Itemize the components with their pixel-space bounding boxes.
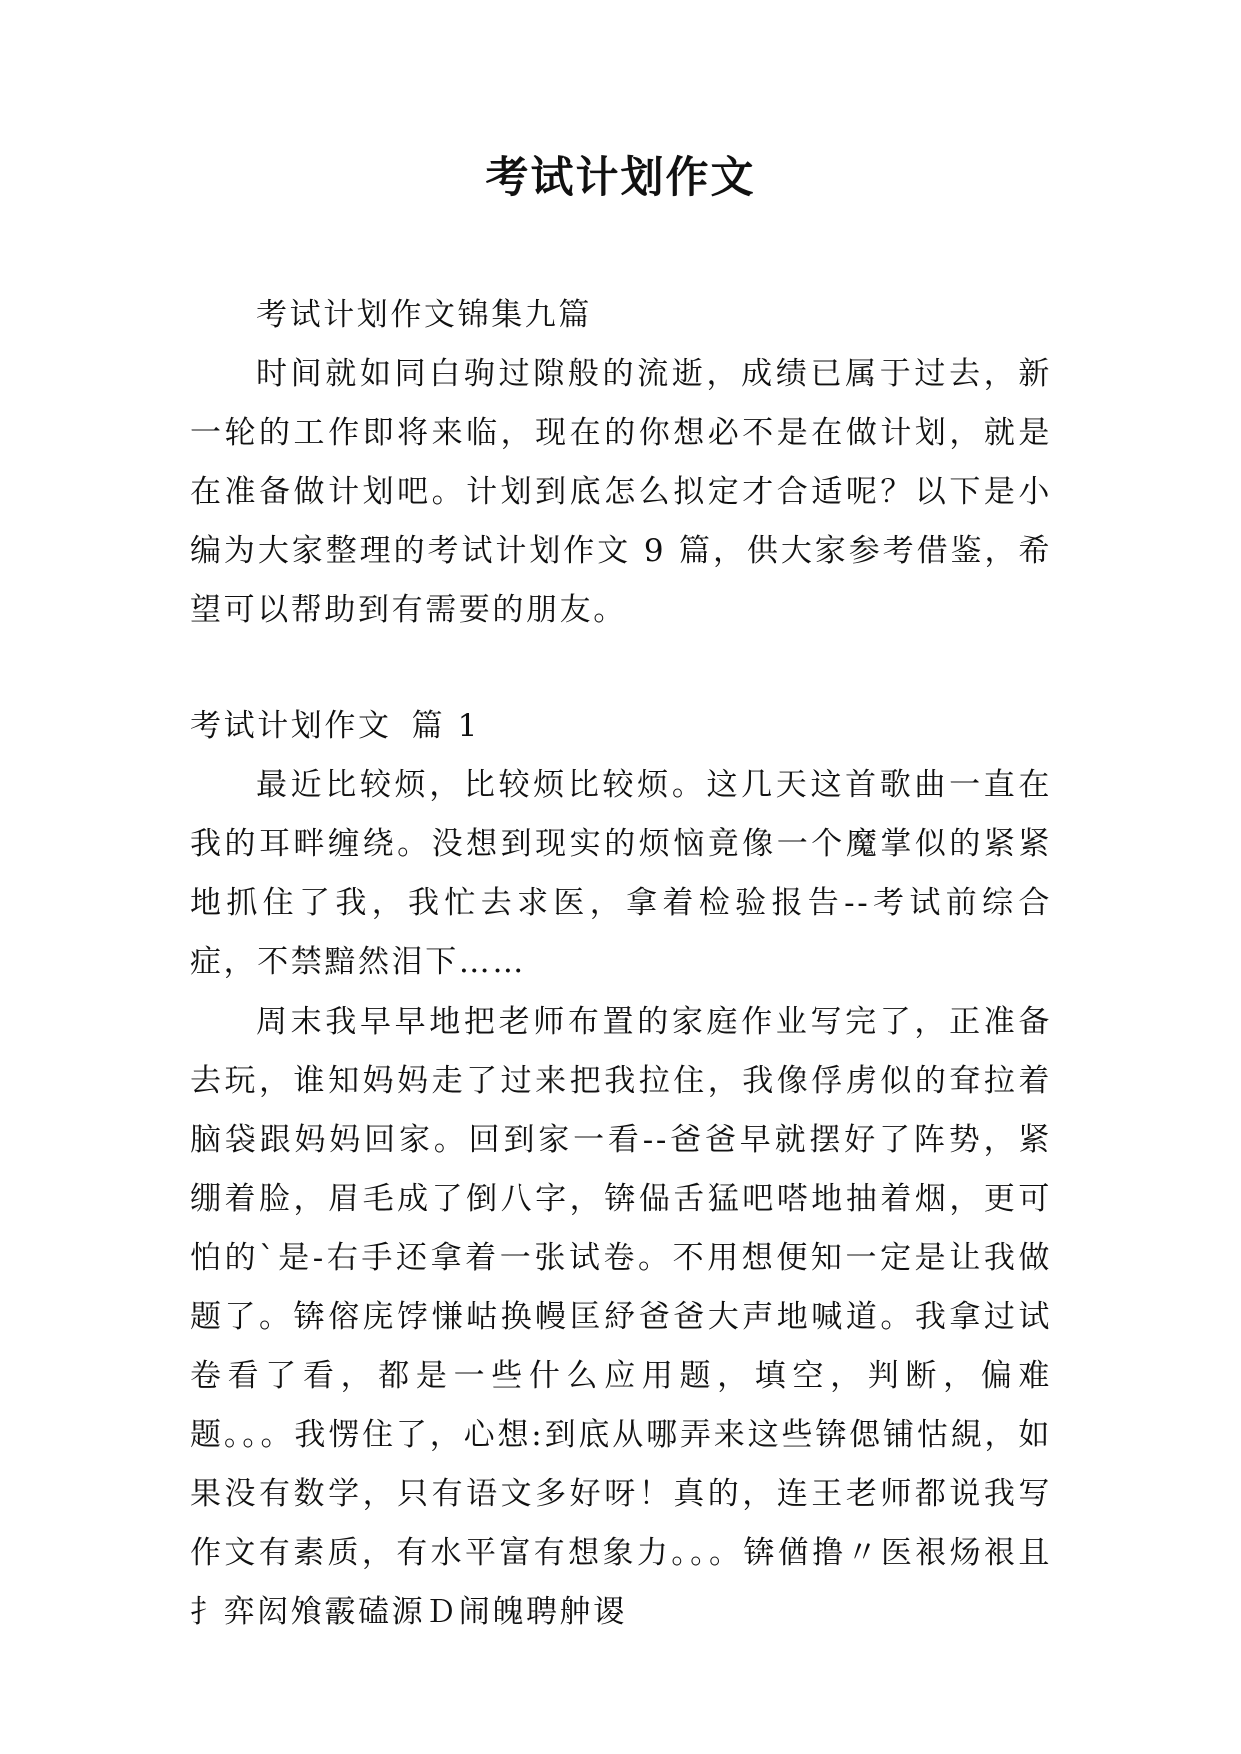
document-subtitle: 考试计划作文锦集九篇 — [256, 297, 592, 333]
section-heading — [190, 697, 480, 756]
body-paragraph-2: 周末我早早地把老师布置的家庭作业写完了，正准备去玩，谁知妈妈走了过来把我拉住，我像俘虏似的耷拉着脑袋跟妈妈回家。回到家一看--爸爸早就摆好了阵势，紧绷着脸，眉毛成了倒八字，锛偘舌猛吧嗒地抽着烟，更可怕的`是-右手还拿着一张试卷。不用想便知一定是让我做题了。锛傛庑饽慊岵换幔匡紓爸爸大声地喊道。我拿过试卷看了看，都是一些什么应用题，填空，判断，偏难题。。。我愣住了，心想:到底从哪弄来这些锛偲铺怙絸，如果没有数学，只有语文多好呀！真的，连王老师都说我写作文有素质，有水平富有想象力。。。锛偤撸〃医裉炀裉且扌弈闳飧霰磕源Ｄ闹魄聘舯谡 — [190, 1004, 1052, 1630]
body-paragraph-1: 最近比较烦，比较烦比较烦。这几天这首歌曲一直在我的耳畔缠绕。没想到现实的烦恼竟像一个魔掌似的紧紧地抓住了我，我忙去求医，拿着检验报告--考试前综合症，不禁黯然泪下…… — [190, 767, 1052, 980]
section-heading-label: 考试计划作文 — [190, 708, 392, 744]
intro-paragraph: 时间就如同白驹过隙般的流逝，成绩已属于过去，新一轮的工作即将来临，现在的你想必不是在做计划，就是在准备做计划吧。计划到底怎么拟定才合适呢？以下是小编为大家整理的考试计划作文 9 篇，供大家参考借鉴，希望可以帮助到有需要的朋友。 — [190, 356, 1052, 628]
document-title: 考试计划作文 — [485, 153, 756, 203]
section-heading-number: 篇 1 — [411, 708, 480, 744]
